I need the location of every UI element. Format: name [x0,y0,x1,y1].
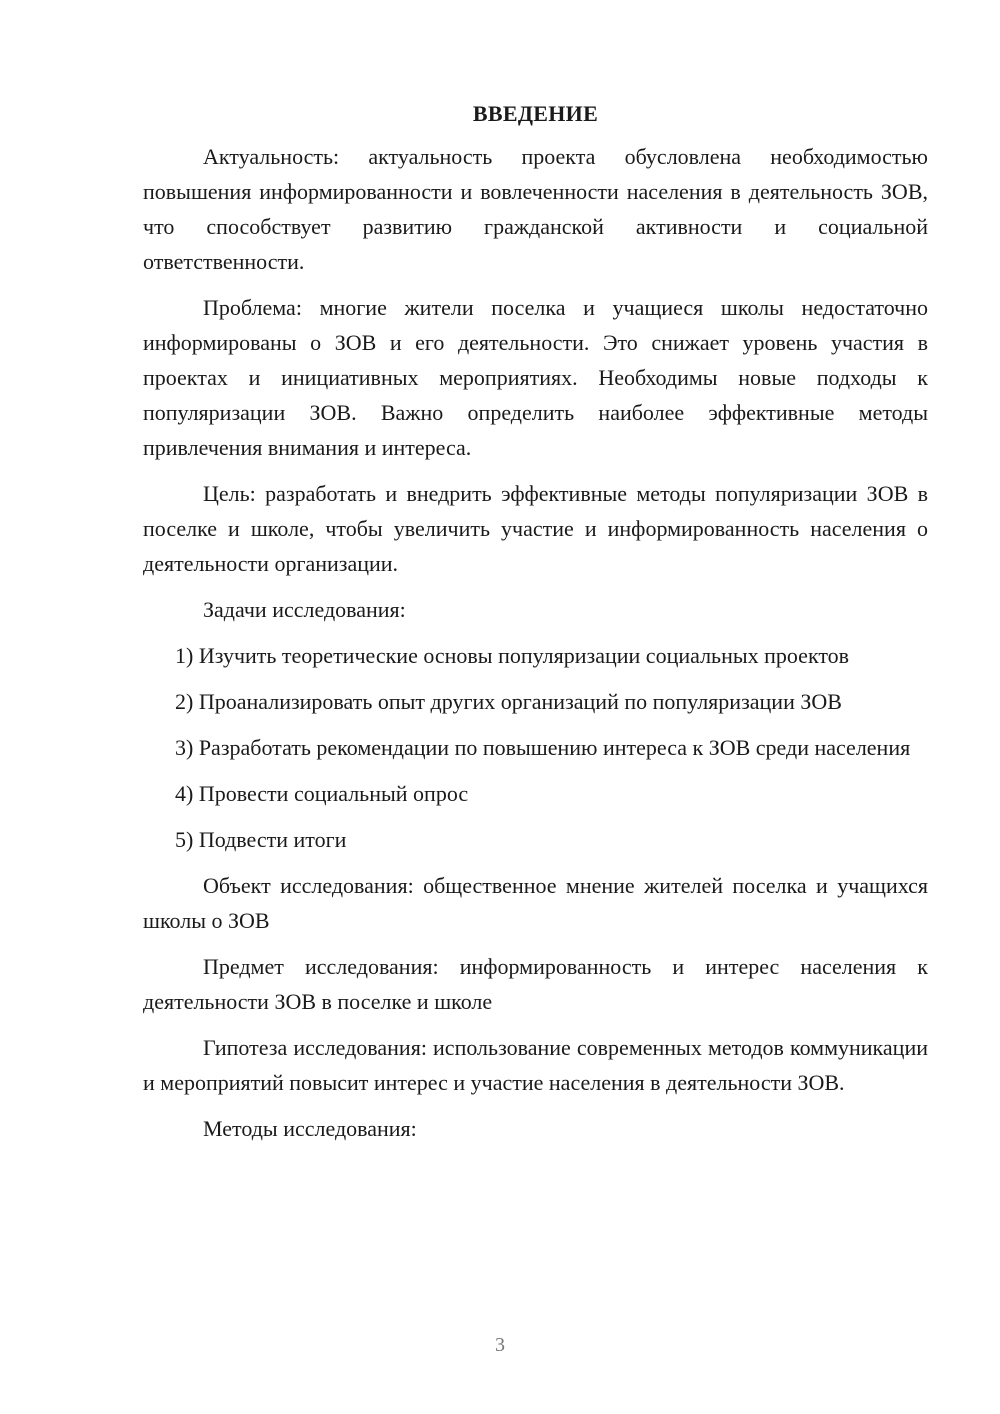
task-item-1: 1) Изучить теоретические основы популяризации социальных проектов [175,643,850,668]
task-item-4: 4) Провести социальный опрос [175,781,469,806]
paragraph-object: Объект исследования: общественное мнение жителей поселка и учащихся школы о ЗОВ [143,873,928,933]
task-item-5: 5) Подвести итоги [175,827,347,852]
tasks-label: Задачи исследования: [203,597,406,622]
methods-label: Методы исследования: [203,1116,417,1141]
paragraph-relevance: Актуальность: актуальность проекта обусловлена необходимостью повышения информированности и вовлеченности населения в деятельность ЗОВ, что способствует развитию гражданской активности и социальной ответственности. [143,144,928,274]
paragraph-problem: Проблема: многие жители поселка и учащиеся школы недостаточно информированы о ЗОВ и его деятельности. Это снижает уровень участия в проектах и инициативных мероприятиях. Необходимы новые подходы к популяризации ЗОВ. Важно определить наиболее эффективные методы привлечения внимания и интереса. [143,295,928,460]
page-number: 3 [495,1334,505,1356]
paragraph-goal: Цель: разработать и внедрить эффективные методы популяризации ЗОВ в поселке и школе, чтобы увеличить участие и информированность населения о деятельности организации. [143,481,928,576]
task-item-2: 2) Проанализировать опыт других организаций по популяризации ЗОВ [175,689,842,714]
paragraph-hypothesis: Гипотеза исследования: использование современных методов коммуникации и мероприятий повысит интерес и участие населения в деятельности ЗОВ. [143,1035,928,1095]
section-heading: ВВЕДЕНИЕ [472,101,599,126]
document-page [143,96,928,1157]
task-item-3: 3) Разработать рекомендации по повышению интереса к ЗОВ среди населения [175,735,911,760]
paragraph-subject: Предмет исследования: информированность и интерес населения к деятельности ЗОВ в поселке и школе [143,954,928,1014]
